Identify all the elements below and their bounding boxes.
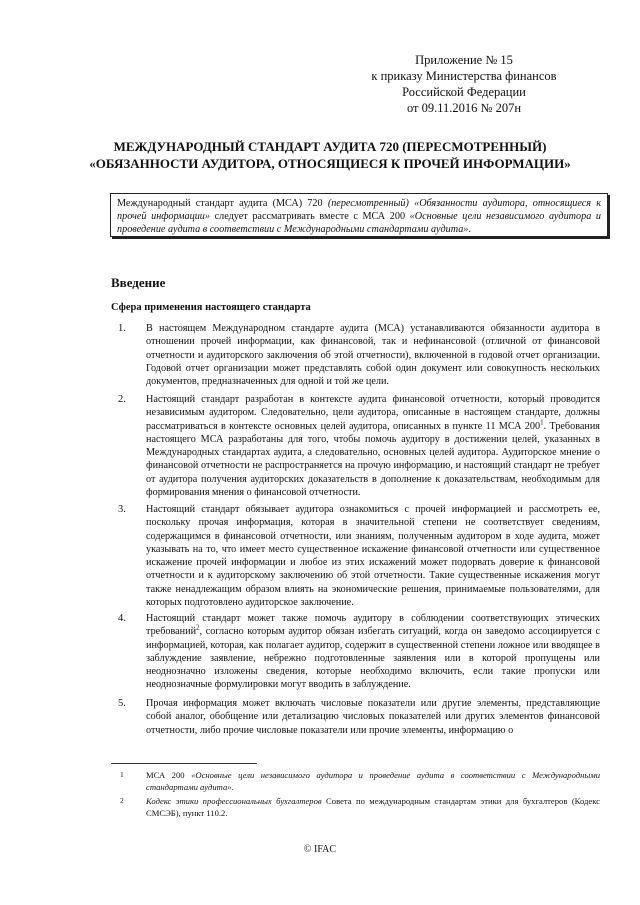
- notice-text: следует рассматривать вместе с МСА 200: [210, 211, 410, 222]
- paragraph-text-part: Настоящий стандарт разработан в контексте аудита финансовой отчетности, который проводится независимым аудитором. Следовательно, цели аудитора, описанные в настоящем стандарте, должны рассматриваться в контексте основных целей аудитора, описанных в пункте 11 МСА 200: [146, 394, 600, 432]
- document-title: [60, 138, 600, 172]
- footnote-text: [146, 796, 600, 819]
- footnote-ref: 2: [196, 623, 200, 632]
- section-subheading: Сфера применения настоящего стандарта: [111, 302, 311, 313]
- paragraph-number: 4.: [118, 613, 126, 624]
- footnote-text-italic: «Основные цели независимого аудитора и проведение аудита в соответствии с Международными стандартами аудита»: [146, 770, 600, 792]
- annex-line: Российской Федерации: [402, 85, 526, 99]
- paragraph-text: Прочая информация может включать числовые показатели или другие элементы, представляющие собой аналог, обобщение или детализацию числовых показателей или других элементов финансовой отчетности, либо прочие числовые показатели или прочие элементы, информацию о: [146, 698, 600, 736]
- footnote-text-italic: Кодекс этики профессиональных бухгалтеров: [146, 796, 322, 806]
- paragraph-text-part: . Требования настоящего МСА разработаны для того, чтобы помочь аудитору в достижении целей, указанных в Международных стандартах аудита, а следовательно, основных целей аудитора. Аудиторское мнение о финансовой отчетности не распространяется на прочую информацию, и настоящий стандарт не требует от аудитора получения аудиторских доказательств в дополнение к доказательствам, необходимым для формирования мнения о финансовой отчетности.: [146, 420, 600, 499]
- paragraph-text: [146, 612, 600, 692]
- footnote-text-part: МСА 200: [146, 770, 192, 780]
- paragraph-number: 2.: [118, 394, 126, 405]
- notice-box: [110, 193, 608, 237]
- footnote-text: [146, 770, 600, 793]
- notice-text: Международный стандарт аудита (МСА) 720: [117, 198, 328, 209]
- footnote-number: 1: [120, 770, 124, 779]
- section-heading: Введение: [111, 275, 166, 290]
- paragraph-number: 3.: [118, 504, 126, 515]
- copyright-footer: © IFAC: [303, 844, 337, 855]
- paragraph-text: В настоящем Международном стандарте аудита (МСА) устанавливаются обязанности аудитора в отношении прочей информации, как финансовой, так и нефинансовой (отличной от финансовой отчетности и аудиторского заключения об этой отчетности), включенной в годовой отчет организации. Годовой отчет организации может представлять собой один документ или совокупность нескольких документов, предназначенных для одной и той же цели.: [146, 323, 600, 388]
- annex-line: к приказу Министерства финансов: [371, 69, 557, 83]
- paragraph-text: Настоящий стандарт обязывает аудитора ознакомиться с прочей информацией и рассмотреть ее, поскольку прочая информация, которая в значительной степени не соответствует сведениям, содержащимся в финансовой отчетности, или знаниям, полученным аудитором в ходе аудита, может указывать на то, что имеет место существенное искажение финансовой отчетности или существенное искажение прочей информации и любое из этих искажений может подорвать доверие к финансовой отчетности и к аудиторскому заключению об этой отчетности. Такие существенные искажения могут также ненадлежащим образом влиять на экономические решения, принимаемые пользователями, для которых подготовлено аудиторское заключение.: [146, 504, 600, 609]
- footnote-divider: [111, 763, 257, 764]
- annex-line: Приложение № 15: [415, 53, 513, 67]
- notice-text-italic: (пересмотренный) «Обязанности аудитора, относящиеся к прочей информации»: [117, 198, 601, 222]
- footnote-text-part: Совета по международным стандартам этики для бухгалтеров (Кодекс СМСЭБ), пункт 110.2.: [146, 796, 600, 818]
- annex-reference: [344, 52, 584, 116]
- footnote-text-part: .: [231, 781, 234, 792]
- footnote-ref: 1: [540, 418, 544, 427]
- paragraph-number: 5.: [118, 698, 126, 709]
- title-line-2: «ОБЯЗАННОСТИ АУДИТОРА, ОТНОСЯЩИЕСЯ К ПРОЧЕЙ ИНФОРМАЦИИ»: [89, 156, 571, 171]
- paragraph-text-part: , согласно которым аудитор обязан избегать ситуаций, когда он заведомо ассоциируется с информацией, которая, как полагает аудитор, содержит в существенной степени ложное или вводящее в заблуждение заявление, небрежно подготовленные заявления или в которой пропущены или неоднозначно изложены сведения, которые необходимо включить, если такие пропуски или неоднозначные формулировки могут вводить в заблуждение.: [146, 626, 600, 691]
- notice-text: .: [468, 224, 471, 235]
- notice-text-italic: «Основные цели независимого аудитора и проведение аудита в соответствии с Международными стандартами аудита»: [117, 211, 602, 235]
- paragraph-number: 1.: [118, 323, 126, 334]
- annex-line: от 09.11.2016 № 207н: [406, 101, 522, 115]
- paragraph-text-part: Настоящий стандарт может также помочь аудитору в соблюдении соответствующих этических требований: [146, 613, 600, 638]
- paragraph-text: [146, 393, 600, 499]
- title-line-1: МЕЖДУНАРОДНЫЙ СТАНДАРТ АУДИТА 720 (ПЕРЕСМОТРЕННЫЙ): [113, 139, 547, 154]
- footnote-number: 2: [120, 796, 124, 805]
